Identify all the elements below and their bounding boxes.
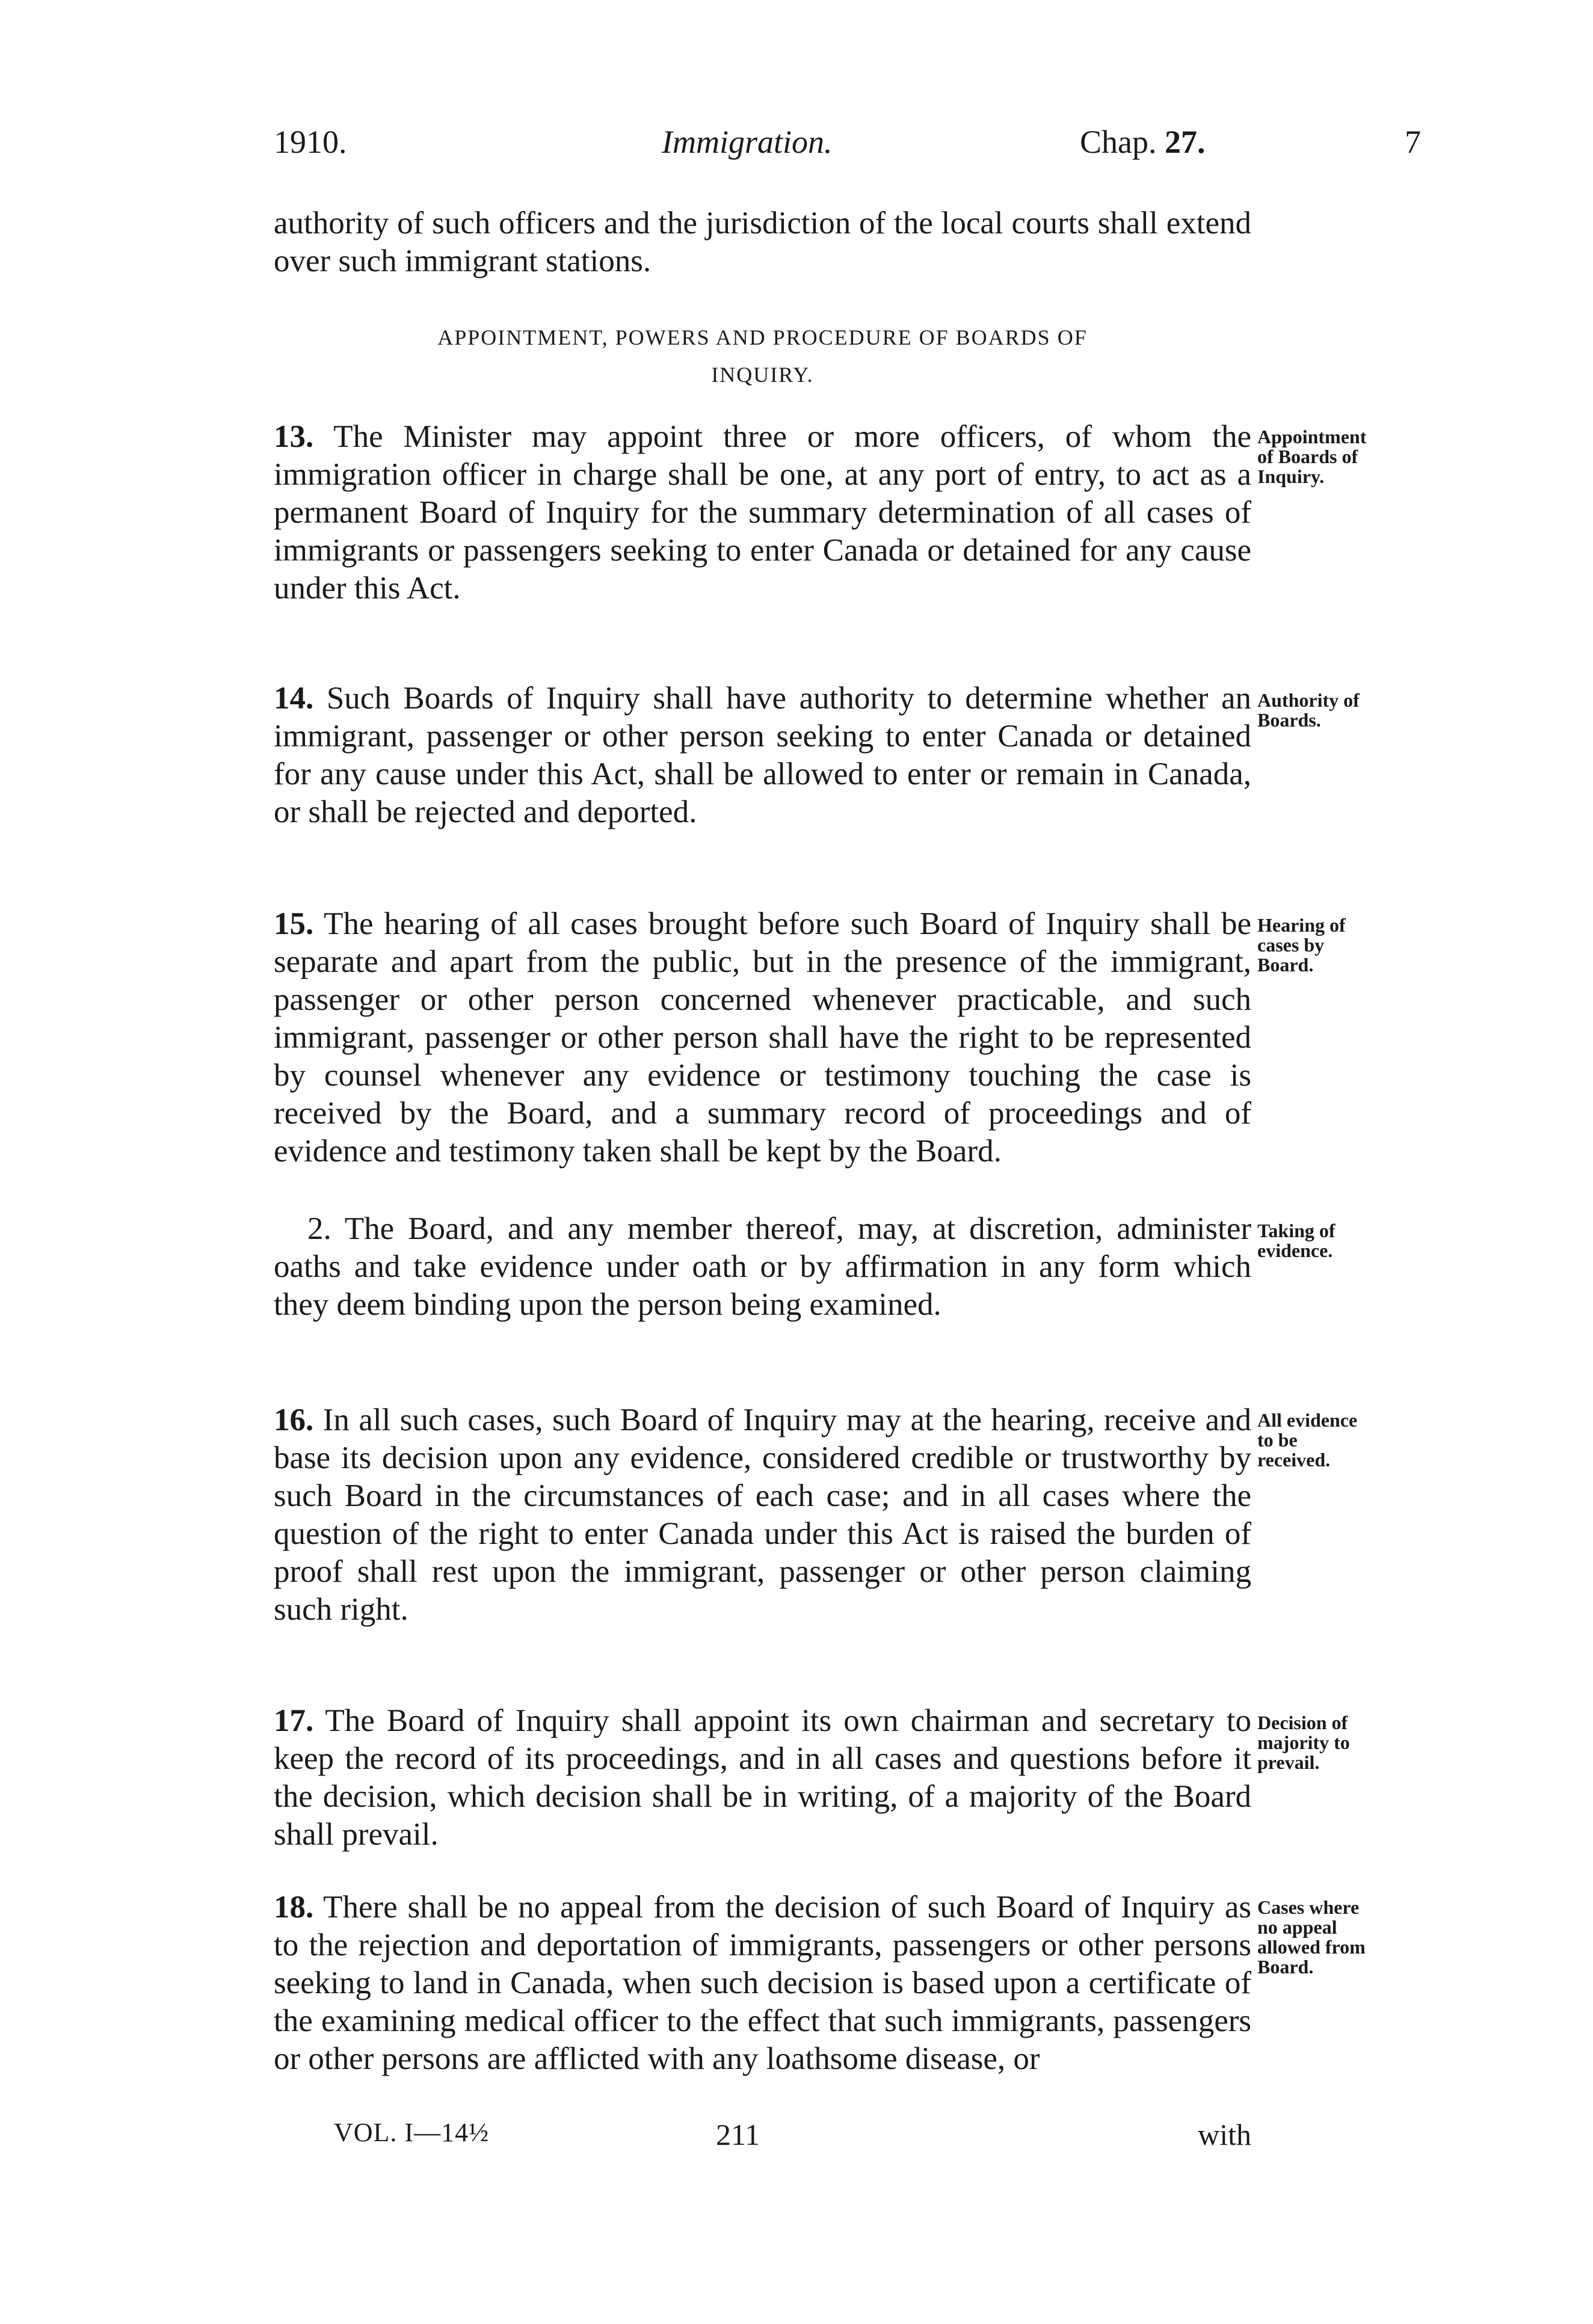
page-footer xyxy=(274,2117,1251,2159)
marginal-note-taking-evidence xyxy=(1257,1221,1438,1261)
header-page-number: 7 xyxy=(1405,124,1421,160)
marginal-note-line: of Boards of xyxy=(1257,446,1358,467)
section-heading-line-1: APPOINTMENT, POWERS AND PROCEDURE OF BOARDS OF xyxy=(437,325,1088,349)
header-chapter xyxy=(1080,123,1206,161)
marginal-note-line: Board. xyxy=(1257,1956,1314,1978)
marginal-note-line: All evidence xyxy=(1257,1409,1358,1431)
marginal-note-line: Decision of xyxy=(1257,1712,1348,1733)
marginal-note-authority xyxy=(1257,690,1438,730)
section-text: There shall be no appeal from the decision of such Board of Inquiry as to the rejection and deportation of immigrants, passengers or other persons seeking to land in Canada, when such decision is based upon a certificate of the examining medical officer to the effect that such immigrants, passengers or other persons are afflicted with any loathsome disease, or xyxy=(274,1890,1251,2076)
marginal-note-line: Appointment xyxy=(1257,426,1367,447)
running-header xyxy=(274,123,1438,165)
section-number: 13. xyxy=(274,419,314,454)
section-14 xyxy=(274,680,1251,831)
marginal-note-decision xyxy=(1257,1713,1438,1772)
marginal-note-line: allowed from xyxy=(1257,1936,1366,1958)
marginal-note-line: Cases where xyxy=(1257,1896,1360,1918)
section-text: The hearing of all cases brought before such Board of Inquiry shall be separate and apart from the public, but in the presence of the immigrant, passenger or other person concerned whenever practicable, and such immigrant, passenger or other person shall have the right to be represented by counsel whenever any evidence or testimony touching the case is received by the Board, and a summary record of proceedings and of evidence and testimony taken shall be kept by the Board. xyxy=(274,906,1252,1169)
section-18 xyxy=(274,1889,1251,2078)
section-number: 15. xyxy=(274,906,314,941)
header-chapter-number: 27. xyxy=(1165,124,1206,160)
marginal-note-line: Board. xyxy=(1257,954,1314,976)
subsection-number: 2. xyxy=(307,1211,331,1246)
marginal-note-line: Taking of xyxy=(1257,1220,1336,1241)
section-15-subsection-2 xyxy=(274,1210,1251,1324)
marginal-note-line: evidence. xyxy=(1257,1240,1333,1261)
header-title: Immigration. xyxy=(662,124,833,160)
volume-signature: VOL. I—14½ xyxy=(334,2118,490,2147)
marginal-note-line: majority to xyxy=(1257,1732,1350,1753)
section-15 xyxy=(274,905,1251,1170)
section-number: 18. xyxy=(274,1890,314,1925)
section-17 xyxy=(274,1702,1251,1854)
marginal-note-line: Boards. xyxy=(1257,709,1321,731)
section-text: The Minister may appoint three or more officers, of whom the immigration officer in charge shall be one, at any port of entry, to act as a permanent Board of Inquiry for the summary determination of all cases of immigrants or passengers seeking to enter Canada or detained for any cause under this Act. xyxy=(274,419,1251,606)
marginal-note-line: received. xyxy=(1257,1449,1331,1471)
marginal-note-line: prevail. xyxy=(1257,1751,1320,1773)
section-number: 16. xyxy=(274,1403,314,1437)
section-number: 14. xyxy=(274,681,314,716)
section-text: The Board of Inquiry shall appoint its own chairman and secretary to keep the record of its proceedings, and in all cases and questions before it the decision, which decision shall be in writing, of a majority of the Board shall prevail. xyxy=(274,1703,1252,1852)
opening-paragraph: authority of such officers and the jurisdiction of the local courts shall extend over such immigrant stations. xyxy=(274,206,1251,278)
marginal-note-line: Inquiry. xyxy=(1257,466,1325,487)
marginal-note-line: Authority of xyxy=(1257,689,1360,711)
marginal-note-hearing xyxy=(1257,915,1438,975)
section-heading-line-2: INQUIRY. xyxy=(711,363,814,387)
header-chapter-prefix: Chap. xyxy=(1080,124,1157,160)
signature-number: 211 xyxy=(716,2118,760,2151)
section-13 xyxy=(274,418,1251,607)
marginal-note-line: Hearing of xyxy=(1257,914,1346,936)
section-heading xyxy=(274,319,1251,393)
section-number: 17. xyxy=(274,1703,314,1738)
catchword: with xyxy=(1198,2118,1251,2151)
section-text: In all such cases, such Board of Inquiry may at the hearing, receive and base its decision upon any evidence, considered credible or trustworthy by such Board in the circumstances of each case; and in all cases where the question of the right to enter Canada under this Act is raised the burden of proof shall rest upon the immigrant, passenger or other person claiming such right. xyxy=(274,1403,1252,1627)
section-text: Such Boards of Inquiry shall have authority to determine whether an immigrant, passenger or other person seeking to enter Canada or detained for any cause under this Act, shall be allowed to enter or remain in Canada, or shall be rejected and deported. xyxy=(274,681,1251,829)
marginal-note-line: to be xyxy=(1257,1429,1298,1451)
marginal-note-line: no appeal xyxy=(1257,1916,1337,1938)
marginal-note-line: cases by xyxy=(1257,934,1325,956)
marginal-note-all-evidence xyxy=(1257,1410,1438,1470)
marginal-note-appointment xyxy=(1257,427,1438,487)
marginal-note-cases-no-appeal xyxy=(1257,1898,1438,1977)
header-year: 1910. xyxy=(274,124,347,160)
section-16 xyxy=(274,1401,1251,1629)
subsection-text: The Board, and any member thereof, may, at discretion, administer oaths and take evidence under oath or by affirmation in any form which they deem binding upon the person being examined. xyxy=(274,1211,1252,1322)
